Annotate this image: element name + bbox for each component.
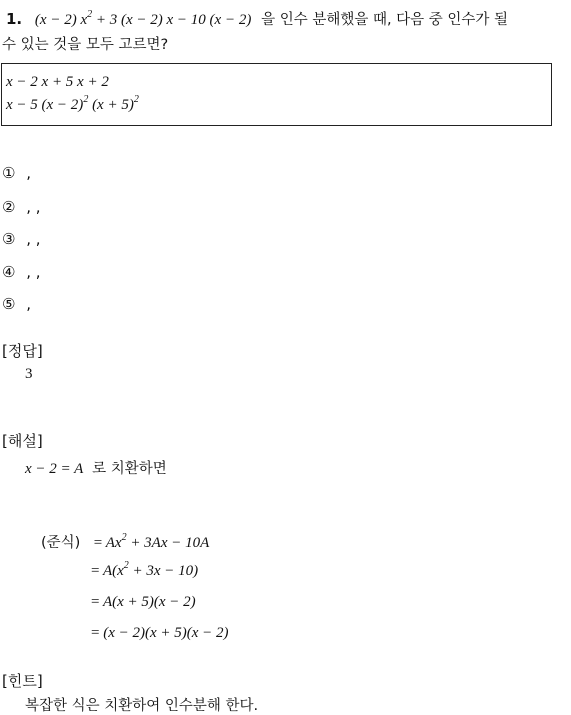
equation-row-2: = $A(x^2 + 3x - 10)$ <box>91 560 199 579</box>
choice-mark: ④ <box>2 263 16 281</box>
answer-heading: [정답] <box>2 342 43 360</box>
choice-text: , , <box>21 198 41 216</box>
choice-5[interactable] <box>2 295 31 313</box>
choice-mark: ⑤ <box>2 295 16 313</box>
choice-text: , <box>21 164 31 182</box>
question-number: 1. <box>6 10 23 28</box>
equation-row-3: = A(x + 5)(x − 2) <box>91 594 196 610</box>
question-expression: (x − 2) $x^2 + 3$ (x − 2) x − 10 (x − 2) <box>34 9 252 28</box>
choice-2[interactable] <box>2 198 41 216</box>
choice-3[interactable] <box>2 230 41 248</box>
equation-row-4: = (x − 2)(x + 5)(x − 2) <box>91 625 229 641</box>
given-box-line-1: x − 2 x + 5 x + 2 <box>6 74 109 90</box>
question-text-1: 을 인수 분해했을 때, 다음 중 인수가 될 <box>261 12 509 28</box>
explanation-heading: [해설] <box>2 432 43 450</box>
hint-text: 복잡한 식은 치환하여 인수분해 한다. <box>25 698 259 714</box>
choice-text: , , <box>21 230 41 248</box>
substitution-expr: x − 2 = A <box>25 461 84 477</box>
given-box <box>1 63 552 126</box>
question-line-2: 수 있는 것을 모두 고르면? <box>2 37 169 53</box>
given-box-line-2: x − 5 $(x - 2)^2$ $(x + 5)^2$ <box>6 94 139 113</box>
choice-mark: ③ <box>2 230 16 248</box>
answer-value: 3 <box>25 366 33 382</box>
hint-heading: [힌트] <box>2 672 43 690</box>
substitution-line <box>25 457 167 478</box>
equation-row-1: (준식) = $Ax^2 + 3Ax - 10A$ <box>41 532 210 551</box>
choice-1[interactable] <box>2 164 31 182</box>
choice-text: , , <box>21 263 41 281</box>
equation-lhs: (준식) <box>41 535 81 551</box>
choice-text: , <box>21 295 31 313</box>
question-line-1 <box>6 8 508 29</box>
substitution-text: 로 치환하면 <box>92 461 167 477</box>
choice-mark: ② <box>2 198 16 216</box>
choice-4[interactable] <box>2 263 41 281</box>
choice-mark: ① <box>2 164 16 182</box>
